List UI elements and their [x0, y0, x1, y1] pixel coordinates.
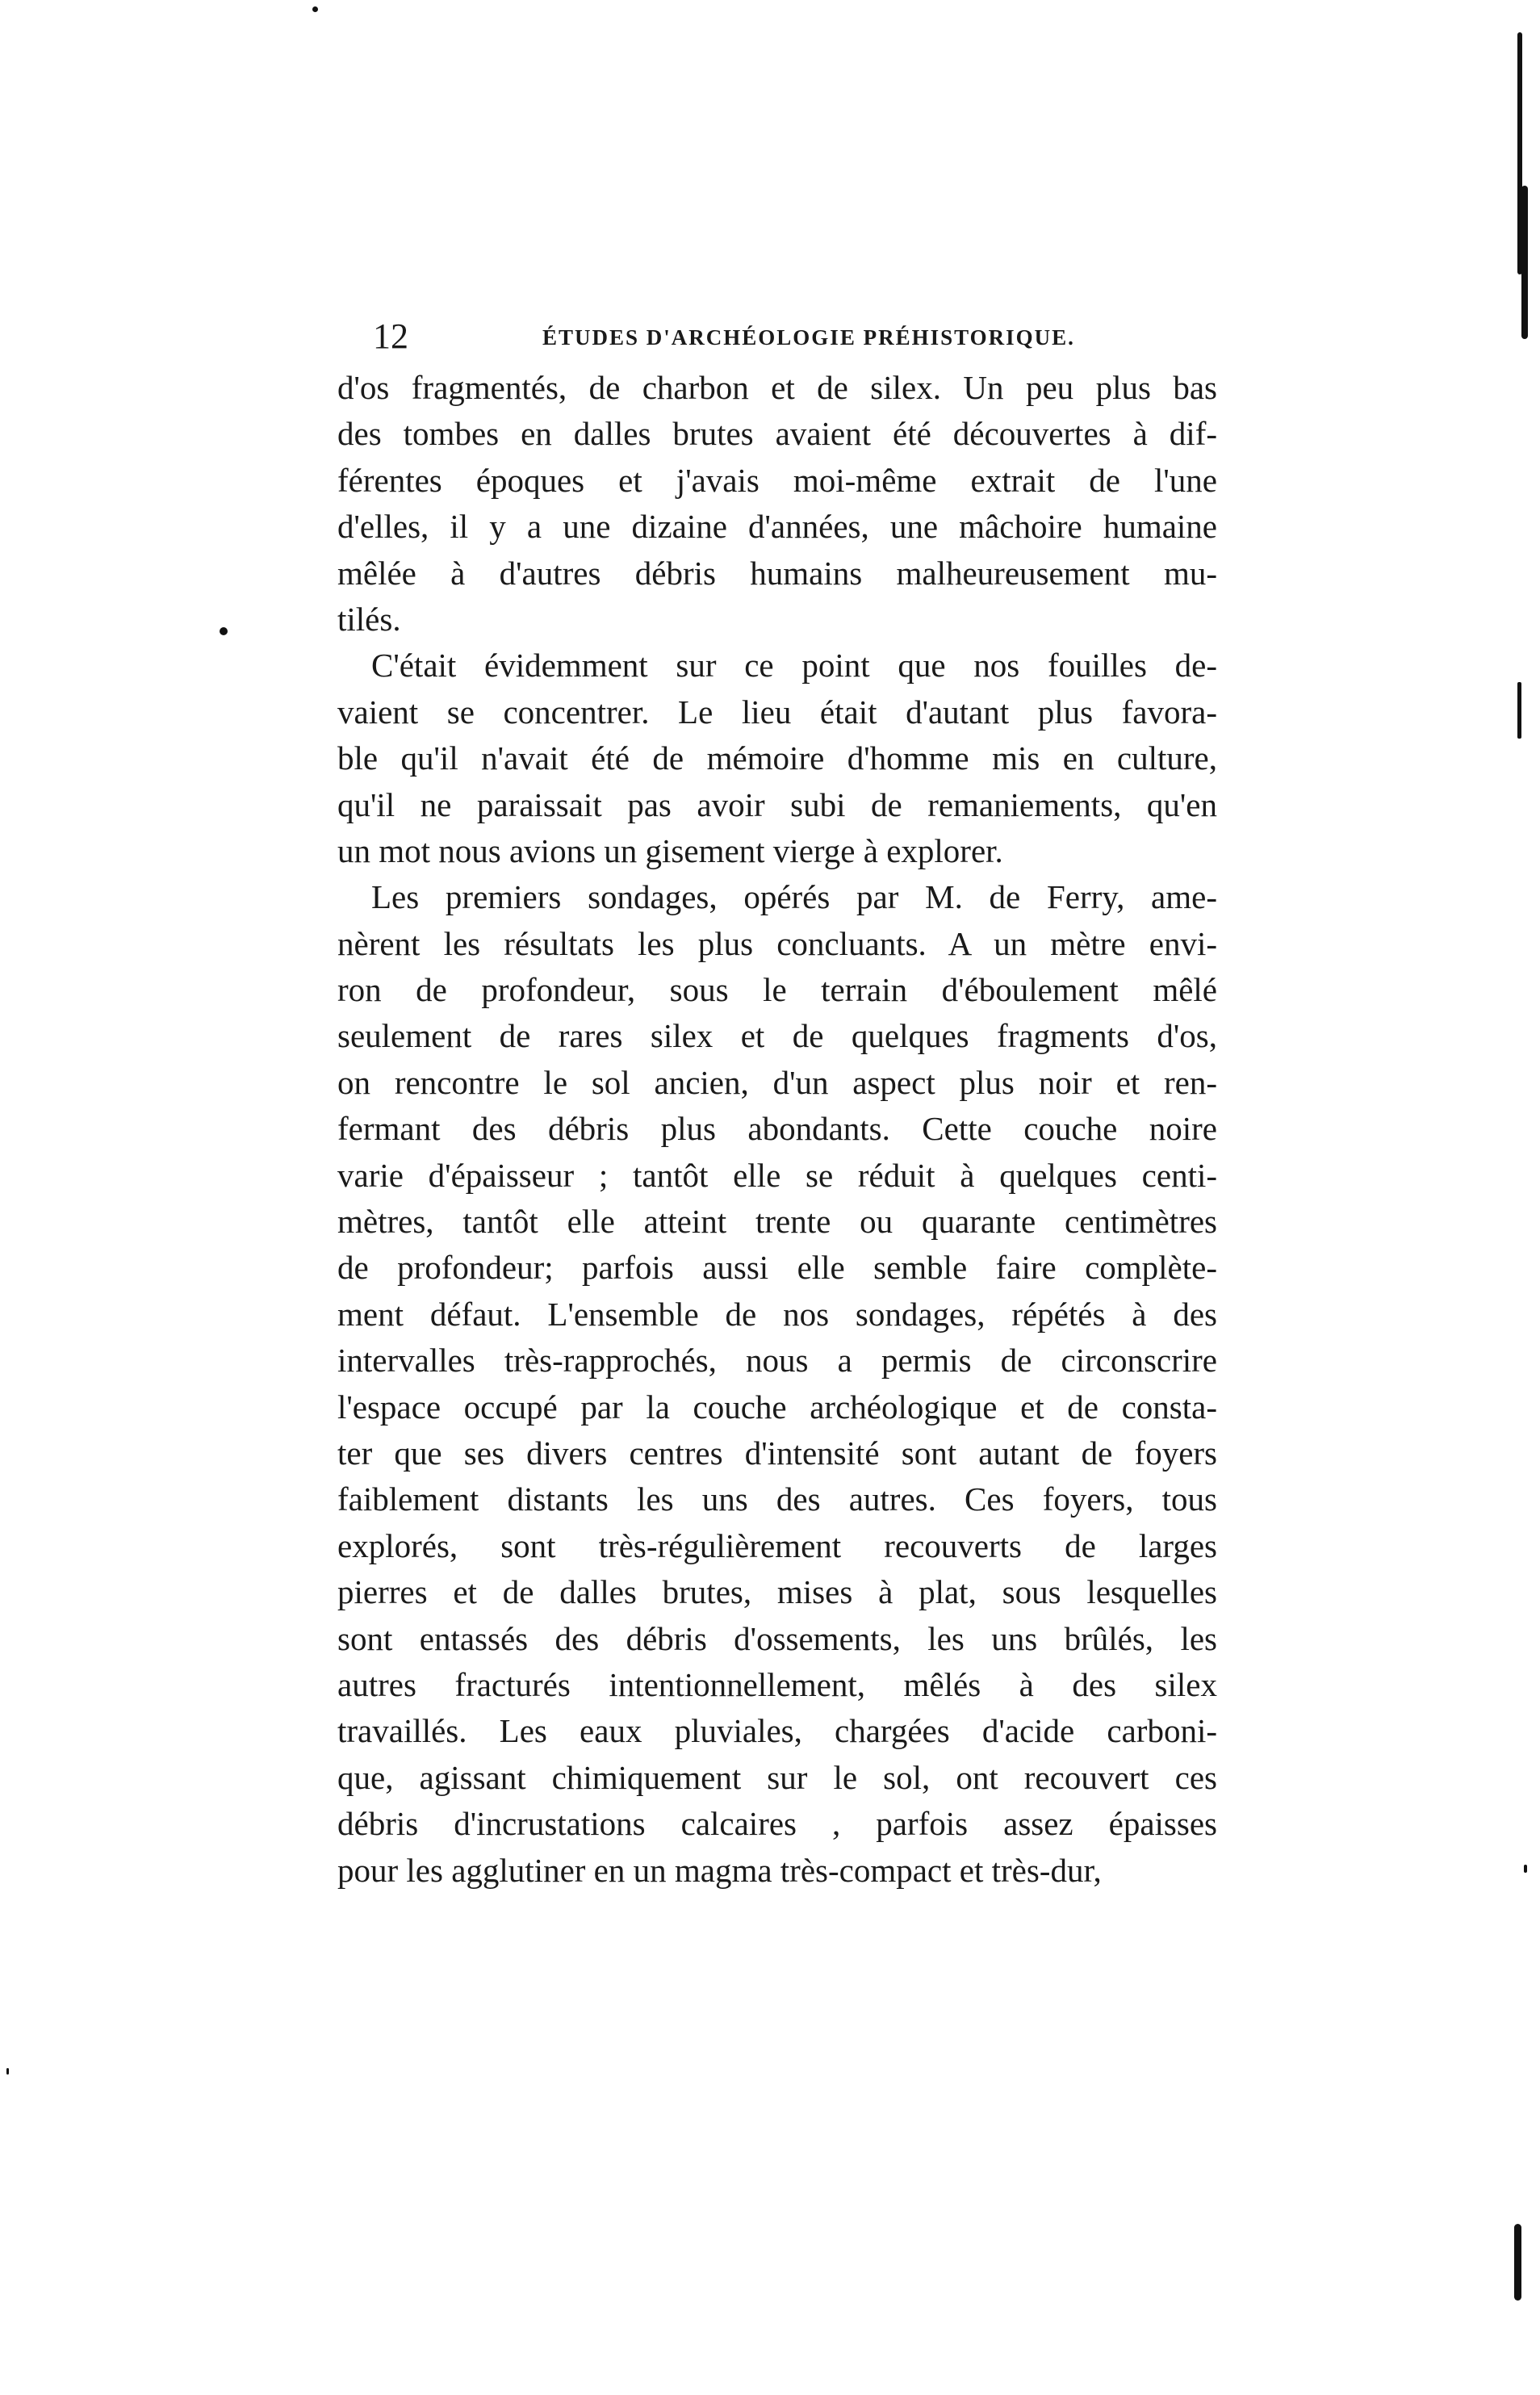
text-line: de profondeur; parfois aussi elle semble faire complète-: [337, 1249, 1217, 1287]
paragraph-start-line: C'était évidemment sur ce point que nos fouilles de-: [371, 647, 1217, 685]
page-number: 12: [373, 316, 408, 356]
text-line: seulement de rares silex et de quelques fragments d'os,: [337, 1017, 1217, 1055]
text-line: mètres, tantôt elle atteint trente ou quarante centimètres: [337, 1203, 1217, 1241]
text-line: ble qu'il n'avait été de mémoire d'homme mis en culture,: [337, 739, 1217, 777]
text-line: varie d'épaisseur ; tantôt elle se réduit à quelques centi-: [337, 1156, 1217, 1194]
text-line: un mot nous avions un gisement vierge à explorer.: [337, 831, 1003, 869]
text-line: travaillés. Les eaux pluviales, chargées d'acide carboni-: [337, 1712, 1217, 1750]
scan-speck: [6, 2068, 9, 2075]
text-line: autres fracturés intentionnellement, mêlés à des silex: [337, 1665, 1217, 1703]
scan-speck: [312, 6, 318, 12]
text-line: que, agissant chimiquement sur le sol, ont recouvert ces: [337, 1758, 1217, 1796]
running-title: ÉTUDES D'ARCHÉOLOGIE PRÉHISTORIQUE.: [542, 325, 1075, 350]
scan-speck: [220, 627, 228, 635]
text-line: sont entassés des débris d'ossements, les uns brûlés, les: [337, 1619, 1217, 1657]
paragraph-start-line: Les premiers sondages, opérés par M. de Ferry, ame-: [371, 878, 1217, 916]
text-line: tilés.: [337, 600, 401, 638]
text-line: ron de profondeur, sous le terrain d'éboulement mêlé: [337, 971, 1217, 1009]
page-header: [373, 316, 1228, 357]
scan-edge-mark: [1517, 682, 1521, 739]
text-line: vaient se concentrer. Le lieu était d'autant plus favora-: [337, 693, 1217, 731]
text-line: faiblement distants les uns des autres. Ces foyers, tous: [337, 1480, 1217, 1518]
text-line: pierres et de dalles brutes, mises à plat, sous lesquelles: [337, 1573, 1217, 1611]
text-line: d'elles, il y a une dizaine d'années, une mâchoire humaine: [337, 508, 1217, 546]
scan-edge-mark: [1521, 186, 1528, 339]
text-line: ment défaut. L'ensemble de nos sondages, répétés à des: [337, 1295, 1217, 1333]
text-line: intervalles très-rapprochés, nous a permis de circonscrire: [337, 1342, 1217, 1380]
scan-speck: [1524, 1865, 1527, 1873]
text-line: mêlée à d'autres débris humains malheureusement mu-: [337, 554, 1217, 592]
text-line: l'espace occupé par la couche archéologique et de consta-: [337, 1388, 1217, 1426]
text-line: nèrent les résultats les plus concluants. A un mètre envi-: [337, 924, 1217, 962]
text-line: on rencontre le sol ancien, d'un aspect plus noir et ren-: [337, 1063, 1217, 1101]
text-line: qu'il ne paraissait pas avoir subi de remaniements, qu'en: [337, 785, 1217, 823]
scan-edge-mark: [1514, 2224, 1521, 2301]
text-line: pour les agglutiner en un magma très-compact et très-dur,: [337, 1851, 1102, 1889]
body-text: [337, 365, 1217, 1894]
text-line: des tombes en dalles brutes avaient été découvertes à dif-: [337, 415, 1217, 453]
text-line: d'os fragmentés, de charbon et de silex. Un peu plus bas: [337, 369, 1217, 406]
text-line: débris d'incrustations calcaires , parfois assez épaisses: [337, 1805, 1217, 1843]
text-line: fermant des débris plus abondants. Cette couche noire: [337, 1110, 1217, 1148]
text-line: explorés, sont très-régulièrement recouverts de larges: [337, 1526, 1217, 1564]
text-line: ter que ses divers centres d'intensité sont autant de foyers: [337, 1434, 1217, 1472]
text-line: férentes époques et j'avais moi-même extrait de l'une: [337, 461, 1217, 499]
